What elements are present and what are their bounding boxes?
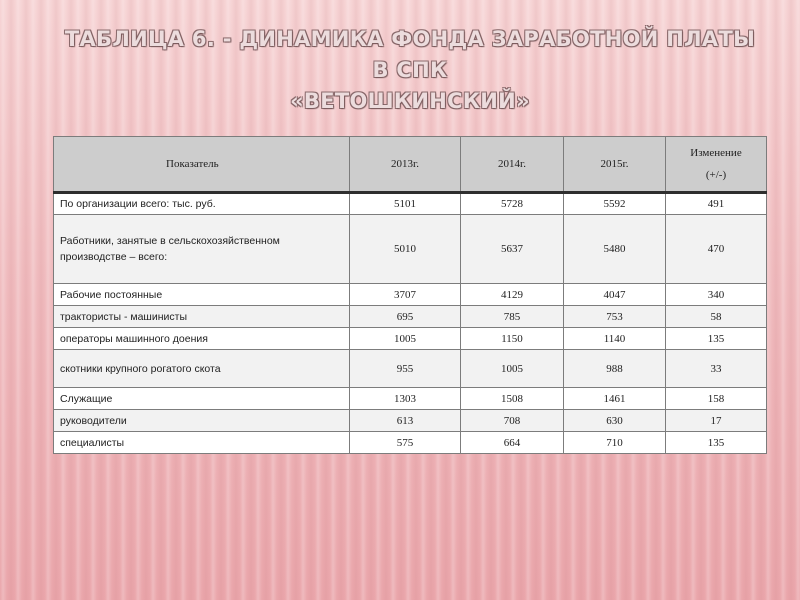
cell-2013: 1005 xyxy=(350,328,461,350)
cell-2015: 630 xyxy=(564,410,666,432)
cell-2015: 5592 xyxy=(564,193,666,215)
cell-2014: 4129 xyxy=(461,284,564,306)
cell-change: 33 xyxy=(666,350,767,388)
header-change-label: Изменение xyxy=(690,147,742,159)
row-label: Рабочие постоянные xyxy=(54,284,350,306)
header-indicator: Показатель xyxy=(54,137,350,193)
cell-2014: 5728 xyxy=(461,193,564,215)
table-row xyxy=(54,432,767,454)
cell-2013: 5101 xyxy=(350,193,461,215)
cell-2013: 955 xyxy=(350,350,461,388)
cell-2015: 5480 xyxy=(564,215,666,284)
header-2014: 2014г. xyxy=(461,137,564,193)
cell-change: 158 xyxy=(666,388,767,410)
slide-title xyxy=(60,24,760,117)
table-row xyxy=(54,193,767,215)
cell-2014: 1150 xyxy=(461,328,564,350)
cell-2015: 4047 xyxy=(564,284,666,306)
cell-2015: 1461 xyxy=(564,388,666,410)
cell-change: 491 xyxy=(666,193,767,215)
cell-2014: 5637 xyxy=(461,215,564,284)
table-row xyxy=(54,215,767,284)
header-change-sign: (+/-) xyxy=(705,169,727,181)
payroll-dynamics-table xyxy=(53,136,767,454)
cell-2013: 575 xyxy=(350,432,461,454)
cell-2014: 708 xyxy=(461,410,564,432)
cell-2015: 710 xyxy=(564,432,666,454)
table-row xyxy=(54,306,767,328)
cell-change: 17 xyxy=(666,410,767,432)
cell-2014: 1508 xyxy=(461,388,564,410)
row-label: Работники, занятые в сельскохозяйственном производстве – всего: xyxy=(54,215,350,284)
cell-2013: 1303 xyxy=(350,388,461,410)
header-change xyxy=(666,137,767,193)
table-row xyxy=(54,284,767,306)
cell-change: 470 xyxy=(666,215,767,284)
table-row xyxy=(54,410,767,432)
header-2013: 2013г. xyxy=(350,137,461,193)
row-label: По организации всего: тыс. руб. xyxy=(54,193,350,215)
cell-change: 135 xyxy=(666,432,767,454)
cell-2013: 5010 xyxy=(350,215,461,284)
table-row xyxy=(54,350,767,388)
cell-change: 135 xyxy=(666,328,767,350)
table-header-row xyxy=(54,137,767,193)
cell-2015: 753 xyxy=(564,306,666,328)
cell-2013: 695 xyxy=(350,306,461,328)
cell-change: 58 xyxy=(666,306,767,328)
row-label: Служащие xyxy=(54,388,350,410)
cell-2014: 785 xyxy=(461,306,564,328)
cell-2013: 613 xyxy=(350,410,461,432)
cell-change: 340 xyxy=(666,284,767,306)
row-label: специалисты xyxy=(54,432,350,454)
cell-2014: 1005 xyxy=(461,350,564,388)
row-label: руководители xyxy=(54,410,350,432)
row-label: скотники крупного рогатого скота xyxy=(54,350,350,388)
cell-2015: 1140 xyxy=(564,328,666,350)
cell-2014: 664 xyxy=(461,432,564,454)
slide-title-line1: ТАБЛИЦА 6. - ДИНАМИКА ФОНДА ЗАРАБОТНОЙ ПЛАТЫ В СПК xyxy=(64,27,756,82)
cell-2015: 988 xyxy=(564,350,666,388)
cell-2013: 3707 xyxy=(350,284,461,306)
slide-title-line2: «ВЕТОШКИНСКИЙ» xyxy=(290,89,530,113)
row-label: операторы машинного доения xyxy=(54,328,350,350)
table-row xyxy=(54,388,767,410)
header-2015: 2015г. xyxy=(564,137,666,193)
row-label: трактористы - машинисты xyxy=(54,306,350,328)
table-row xyxy=(54,328,767,350)
